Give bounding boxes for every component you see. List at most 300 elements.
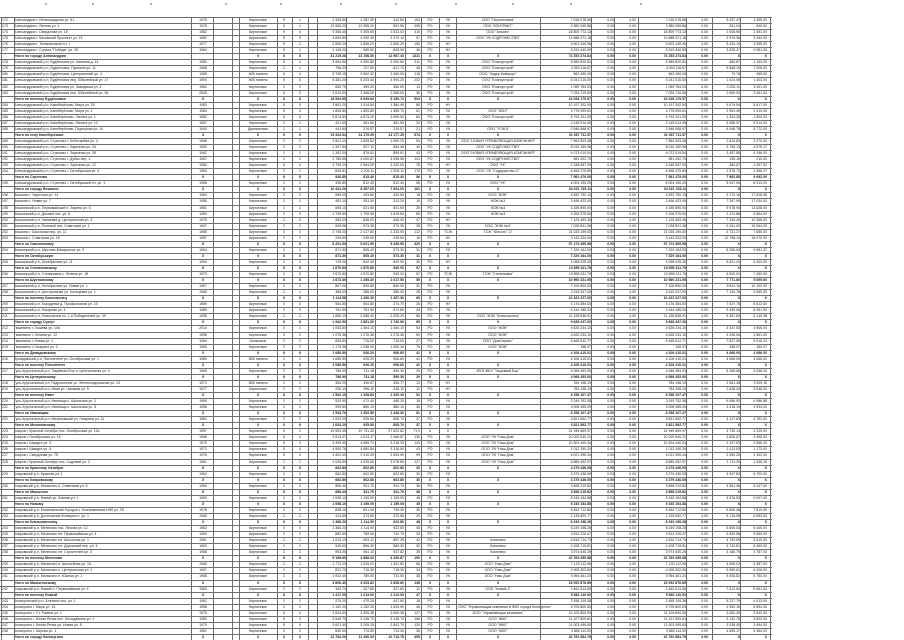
year-cell: 1969 [199,302,207,307]
year-cell: X [201,411,205,416]
cost-cell: 4 098 025.40 [570,259,591,264]
fund-cell: 0.00 [607,417,614,422]
budget-cell: 0.00 [629,634,636,639]
budget-cell: 0.00 [629,145,636,150]
cost-cell: 6 258 107.47 [570,411,591,416]
budget-cell: 0.00 [629,507,636,512]
row-divider [0,29,772,30]
fund-cell: 0.00 [607,429,614,434]
owners-cell: 0.00 [701,302,708,307]
organization-cell: ООО "УК "Наш Дом" [481,453,515,458]
residential-area-cell: 385.00 [393,290,404,295]
organization-cell: ООО "УК СОДРУЖЕСТВО" [476,157,520,162]
living-area-cell: 642.90 [363,259,374,264]
management-cell: УК [445,550,451,555]
residential-area-cell: 374.70 [393,302,404,307]
floors-cell: 2 [283,483,285,488]
form-cell: РО [427,48,433,53]
form-cell: РО [427,538,433,543]
wall-material-cell: Ж/Б панели [248,356,268,361]
address-cell: Александровский р-н, Стрелово г. Дубки пер. 1 [14,157,91,162]
address-cell: Гусь-Хрустальный р-н, Тащёвкин Бор п. Центральная ул. 4 [14,368,110,373]
unit-cost-cell: 984.87 [729,60,740,65]
owners-cell: 0.00 [701,48,708,53]
total-area-cell: 856.40 [335,489,346,494]
limit-cost-cell: 5 938.00 [753,368,767,373]
budget-cell: 0.00 [629,356,636,361]
total-area-cell: 983.00 [335,217,346,222]
total-cell: 10 960 221.95 [663,278,686,283]
row-divider [0,17,772,18]
limit-cost-cell: 3 542.00 [753,610,767,615]
budget-cell: 0.00 [629,30,636,35]
residents-cell: 45 [416,501,420,506]
row-divider [0,489,772,490]
total-area-cell: 926.80 [335,175,346,180]
organization-cell: ООО "ЖЭК №4" [484,223,512,228]
management-cell: УК [445,453,451,458]
organization-cell: ООО "Благоустрой" [482,78,514,83]
residential-area-cell: 327.80 [393,586,404,591]
column-divider [375,17,376,640]
limit-cost-cell: 2 966.27 [753,169,767,174]
owners-cell: 0.00 [701,169,708,174]
living-area-cell: 12 955.20 [358,24,374,29]
floors-cell: X [282,54,286,59]
living-area-cell: 2 417.80 [360,229,374,234]
entrances-cell: 1 [299,48,301,53]
residents-cell: 86 [416,102,420,107]
cost-cell: 10 895 311.75 [568,272,591,277]
wall-material-cell: Кирпичные [248,308,267,313]
address-cell: Александрия г. Лесная ул. 1 [14,24,60,29]
total-area-cell: 1 366.20 [332,526,346,531]
unit-cost-cell: X [737,132,740,137]
organization-cell: ТСЖ "Степановка" [482,272,514,277]
limit-cost-cell: 3 061.00 [753,90,767,95]
cost-cell: 2 462 613.65 [570,586,591,591]
row-divider [0,217,772,218]
management-cell: НУ [445,380,451,385]
limit-cost-cell: 3 455.00 [753,18,767,22]
living-area-cell: 5 203.40 [360,78,374,83]
total-area-cell: 5 954.50 [332,60,346,65]
row-number: 182 [2,84,8,89]
total-cell: 10 422 227.00 [663,296,686,301]
organization-cell: ООО "Новый-2" [485,586,511,591]
wall-material-cell: Кирпичные [248,616,267,621]
owners-cell: 0.00 [701,24,708,29]
living-area-cell: 14 175.95 [358,132,374,137]
residential-area-cell: 812.40 [393,181,404,186]
address-cell: Вешкинский р-н, Новостроев пл. 1 и Победителей ул. 39 [14,314,106,319]
total-cell: 21 028 199.00 [663,229,686,234]
cost-cell: 57 173 365.98 [568,241,591,246]
row-divider [0,416,772,417]
row-divider [0,428,772,429]
residential-area-cell: 1 076.36 [390,332,404,337]
living-area-cell: 2 910.00 [360,453,374,458]
limit-cost-cell: 1 504.00 [753,114,767,119]
management-cell: УК [445,562,451,567]
total-area-cell: 5 166.60 [332,556,346,561]
floors-cell: X [282,350,286,355]
floors-cell: X [282,362,286,367]
row-divider [0,180,772,181]
form-cell: РО [427,90,433,95]
scan-speck [570,3,572,5]
residents-cell: 163 [414,18,420,22]
row-divider [0,495,772,496]
organization-cell: X [496,520,500,525]
row-divider [0,289,772,290]
limit-cost-cell: X [764,556,767,561]
unit-cost-cell: 5 716.95 [726,513,740,518]
address-cell: Вешкинский р-н, Степановка с. Ленина ул. 18 [14,272,89,277]
owners-cell: 0.00 [701,586,708,591]
total-cell: 6 258 107.47 [665,411,686,416]
fund-cell: 0.00 [607,223,614,228]
total-cell: 5 454 712.80 [665,507,686,512]
limit-cost-cell: 15 064.00 [751,223,767,228]
unit-cost-cell: 8 811.16 [726,284,740,289]
residents-cell: 35 [416,507,420,512]
unit-cost-cell: X [737,520,740,525]
cost-cell: 3 821 562.77 [570,417,591,422]
residential-area-cell: 2 693.90 [390,453,404,458]
budget-cell: 0.00 [629,151,636,156]
living-area-cell: 811.70 [363,489,374,494]
living-area-cell: 3 145.70 [360,616,374,621]
fund-cell: 0.00 [607,314,614,319]
fund-cell: 0.00 [607,320,614,325]
fund-cell: 0.00 [607,423,614,428]
address-cell: Вешкинский р-н, Октябрьская ул. 11 [14,259,73,264]
limit-cost-cell: 5 460.00 [753,544,767,549]
address-cell: Александровский р-н, Стрелово г. Заречная ул. 28 [14,151,96,156]
budget-cell: 0.00 [629,193,636,198]
total-cell: 5 245 154.88 [665,501,686,506]
fund-cell: 0.00 [607,96,614,101]
fund-cell: 0.00 [607,132,614,137]
entrances-cell: 2 [299,586,301,591]
column-divider [540,17,541,640]
living-area-cell: 1 159.09 [360,501,374,506]
residents-cell: 69 [416,296,420,301]
management-cell: УК [445,284,451,289]
row-divider [0,265,772,266]
row-number: 186 [2,114,8,119]
limit-cost-cell: 4 675.17 [753,145,767,150]
wall-material-cell: X [256,423,260,428]
address-cell: Александровский р-н, Будённовск ул. Чапаева д. 14 [14,60,99,65]
row-number: 184 [2,102,8,107]
form-cell: X [428,556,432,561]
entrances-cell: 2 [299,429,301,434]
floors-cell: 2 [283,235,285,240]
budget-cell: 0.00 [629,574,636,579]
cost-cell: 3 954 461.24 [570,574,591,579]
total-area-cell: 2 785.55 [332,157,346,162]
budget-cell: 0.00 [629,211,636,216]
fund-cell: 0.00 [607,229,614,234]
residents-cell: 138 [414,580,420,585]
cost-cell: 6 468 475.89 [570,169,591,174]
budget-cell: 0.00 [629,90,636,95]
address-cell: Ковровский р-н, Мелехово пгт. Первомайская ул. 4 [14,532,97,537]
floors-cell: 2 [283,290,285,295]
wall-material-cell: Кирпичные [248,429,267,434]
row-number: 189 [2,138,8,143]
residents-cell: 47 [416,217,420,222]
living-area-cell: 1 328.83 [360,393,374,397]
unit-cost-cell: 4 298.04 [726,332,740,337]
fund-cell: 0.00 [607,332,614,337]
residential-area-cell: 713.40 [393,628,404,633]
budget-cell: 0.00 [629,96,636,101]
management-cell: УК [445,610,451,615]
owners-cell: 0.00 [701,423,708,428]
residential-area-cell: 360.50 [393,84,404,89]
total-cell: 4 832 750.13 [665,193,686,198]
budget-cell: 0.00 [629,628,636,633]
cost-cell: 7 229 164.00 [570,253,591,258]
organization-cell: X [496,592,500,597]
residents-cell: 30 [416,471,420,476]
residents-cell: 50 [416,332,420,337]
row-number: 238 [2,550,8,555]
entrances-cell: 2 [299,145,301,150]
cost-cell: 7 125 463.36 [570,217,591,222]
row-divider [0,332,772,333]
floors-cell: 2 [283,181,285,186]
total-cell: 4 093 116.67 [665,66,686,71]
living-area-cell: 3 023.82 [360,580,374,585]
management-cell: УК [445,368,451,373]
owners-cell: 0.00 [701,320,708,325]
fund-cell: 0.00 [607,18,614,22]
limit-cost-cell: 1 057.00 [753,163,767,168]
floors-cell: 2 [283,550,285,555]
total-area-cell: 1 347.54 [332,145,346,150]
address-cell: Александровский р-н, Стрелово г. Октябрьский пл. ул. 1 [14,181,106,186]
row-number: 178 [2,60,8,65]
wall-material-cell: Кирпичные [248,145,267,150]
management-cell: X [446,253,450,258]
management-cell: УК [445,193,451,198]
wall-material-cell: Кирпичные [248,399,267,404]
form-cell: РО [427,60,433,65]
row-divider [0,598,772,599]
residential-area-cell: 2 531.00 [390,30,404,35]
row-divider [0,150,772,151]
residential-area-cell: 940.00 [393,272,404,277]
management-cell: УК [445,151,451,156]
management-cell: УК [445,138,451,143]
address-cell: Александрия г. Страна "Победы" ул. 25 [14,48,78,53]
residents-cell: 22 [416,120,420,125]
total-area-cell: 342.70 [335,586,346,591]
budget-cell: 0.00 [629,163,636,168]
floors-cell: X [282,580,286,585]
entrances-cell: 1 [299,24,301,29]
entrances-cell: 4 [299,435,301,440]
limit-cost-cell: 17 034.00 [751,199,767,204]
management-cell: НУ [445,235,451,240]
total-area-cell: 3 610.00 [332,90,346,95]
wall-material-cell: Кирпичные [248,60,267,65]
year-cell: 1957 [199,235,207,240]
total-cell: 4 776 099.61 [665,108,686,113]
residents-cell: 43 [416,151,420,156]
unit-cost-cell: 5 848.15 [726,66,740,71]
living-area-cell: 1 064.10 [360,326,374,331]
living-area-cell: 1 114.90 [360,520,374,525]
residents-cell: 130 [414,435,420,440]
year-cell: 1962 [199,417,207,422]
wall-material-cell: Кирпичные [248,513,267,518]
row-number: 245 [2,610,8,615]
budget-cell: 0.00 [629,157,636,162]
cost-cell: 5 862 110.92 [570,592,591,597]
limit-cost-cell: 3 602.00 [753,616,767,621]
cost-cell: 3 974 640.29 [570,550,591,555]
row-divider [0,259,772,260]
owners-cell: 0.00 [701,223,708,228]
row-number: 225 [2,441,8,446]
residential-area-cell: 1 159.09 [390,501,404,506]
owners-cell: 0.00 [701,435,708,440]
residents-cell: 79 [416,344,420,349]
owners-cell: 0.00 [701,241,708,246]
wall-material-cell: Ж/Б панели [248,78,268,83]
budget-cell: 0.00 [629,568,636,573]
limit-cost-cell: 9 281.00 [753,48,767,53]
row-divider [0,211,772,212]
address-cell: Итого по Октябрьскую [14,253,54,258]
entrances-cell: 2 [299,259,301,264]
cost-cell: 3 380 095.86 [570,24,591,29]
total-cell: 10 895 311.75 [663,265,686,270]
owners-cell: 0.00 [701,580,708,585]
unit-cost-cell: 4 066.00 [726,350,740,355]
scan-speck [340,3,342,5]
wall-material-cell: Кирпичные [248,604,267,609]
fund-cell: 0.00 [607,151,614,156]
limit-cost-cell: X [764,96,767,101]
unit-cost-cell: 261.04 [729,24,740,29]
living-area-cell: 926.20 [363,350,374,355]
total-area-cell: 1 942.90 [332,320,346,325]
living-area-cell: 1 352.50 [360,411,374,416]
owners-cell: 0.00 [701,326,708,331]
wall-material-cell: X [256,411,260,416]
unit-cost-cell: 7 512.54 [726,586,740,591]
year-cell: 1962 [199,151,207,156]
living-area-cell: 801.90 [363,507,374,512]
total-area-cell: 856.40 [335,483,346,488]
unit-cost-cell: 135.15 [729,157,740,162]
row-divider [0,35,772,36]
budget-cell: 0.00 [629,338,636,343]
owners-cell: 0.00 [701,217,708,222]
year-cell: 1961 [199,628,207,633]
floors-cell: 2 [283,380,285,385]
total-cell: 18 809 773.13 [663,30,686,35]
cost-cell: 6 889 492.97 [570,459,591,464]
row-divider [0,114,772,115]
limit-cost-cell: X [764,465,767,470]
residential-area-cell: 1 585.70 [390,108,404,113]
total-area-cell: 1 805.80 [332,108,346,113]
limit-cost-cell: 3 401.00 [753,84,767,89]
wall-material-cell: X [256,374,260,379]
cost-cell: 158.07 [580,344,591,349]
unit-cost-cell: 7 249.40 [726,217,740,222]
address-cell: Александрия г. Свердлова ул. 18 [14,30,68,35]
row-number: 203 [2,235,8,240]
year-cell: 1984 [199,108,207,113]
row-number: 228 [2,459,8,464]
entrances-cell: 2 [299,356,301,361]
owners-cell: 0.00 [701,296,708,301]
cost-cell: 9 638 447.00 [570,320,591,325]
row-divider [0,277,772,278]
residential-area-cell: 3 145.70 [390,616,404,621]
floors-cell: 5 [283,441,285,446]
living-area-cell: 306.67 [363,380,374,385]
form-cell: РО [427,30,433,35]
living-area-cell: 4 873.20 [360,114,374,119]
residents-cell: 1321 [412,54,420,59]
form-cell: РО [427,223,433,228]
residential-area-cell: 10 713.78 [388,634,404,639]
organization-cell: X [496,411,500,416]
residential-area-cell: 1 391.80 [390,562,404,567]
living-area-cell: 1 881.00 [360,320,374,325]
entrances-cell: 2 [299,568,301,573]
address-cell: Александровский р-н, Стрелово г. Заречная ул. 34 [14,145,96,150]
organization-cell: ООО "ЖЭК" [488,332,508,337]
address-cell: Итого по городу Вешкино [14,187,59,192]
entrances-cell: X [298,520,302,525]
residents-cell: 202 [414,78,420,83]
entrances-cell: 3 [299,108,301,113]
total-area-cell: 1 392.00 [332,151,346,156]
wall-material-cell: Деревянные [247,126,269,131]
address-cell: Итого по Стрелово [14,175,47,180]
form-cell: РО [427,18,433,22]
residents-cell: 36 [416,483,420,488]
total-cell: 6 468 612.77 [665,338,686,343]
row-divider [0,23,772,24]
total-cell: 784 198.19 [668,380,686,385]
entrances-cell: X [298,296,302,301]
living-area-cell: 1 670.80 [360,265,374,270]
limit-cost-cell: X [764,580,767,585]
address-cell: Александровский р-н, Канеберёзово, Ленина ул. 12 [14,120,98,125]
organization-cell: ООО "ЖЭК" [488,344,508,349]
unit-cost-cell: 2 197.53 [726,441,740,446]
owners-cell: 0.00 [701,132,708,137]
form-cell: РО [427,235,433,240]
residential-area-cell: 857.25 [393,538,404,543]
floors-cell: 2 [283,217,285,222]
residential-area-cell: 373.56 [393,513,404,518]
form-cell: РО [427,193,433,198]
cost-cell: 1 059 754.03 [570,84,591,89]
total-cell: 13 688 371.18 [663,36,686,41]
